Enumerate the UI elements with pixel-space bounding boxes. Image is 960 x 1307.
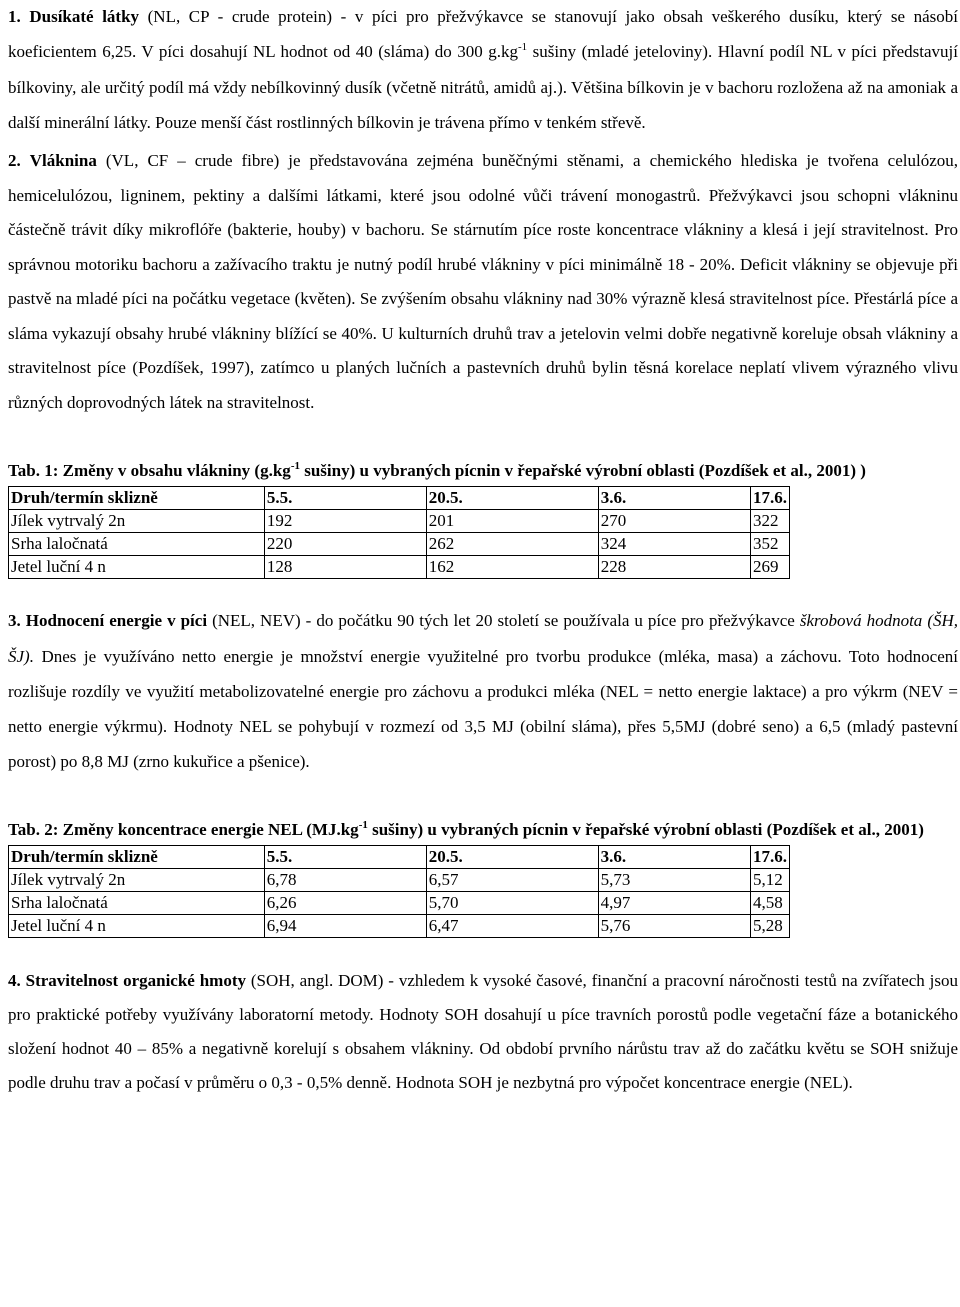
table-1-cell: 228	[598, 556, 750, 579]
table-1-row	[9, 510, 790, 533]
section-3-paragraph	[8, 603, 958, 779]
table-1-cell: Jílek vytrvalý 2n	[9, 510, 265, 533]
table-1-cell: 192	[264, 510, 426, 533]
section-4-text: (SOH, angl. DOM) - vzhledem k vysoké časové, finanční a pracovní náročnosti testů na zvířatech jsou pro praktické potřeby využívány laboratorní metody. Hodnoty SOH dosahují u píce travních porostů podle vegetační fáze a botanického složení hodnot 40 – 85% a negativně korelují s obsahem vlákniny. Od období prvního nárůstu trav až do začátku květu se SOH snižuje podle druhu trav a počasí v průměru o 0,3 - 0,5% denně. Hodnota SOH je nezbytná pro výpočet koncentrace energie (NEL).	[8, 971, 959, 1092]
table-1-cell: Srha laločnatá	[9, 533, 265, 556]
document-page	[8, 0, 958, 1100]
table-2-cell: 5,70	[426, 892, 598, 915]
table-1-cell: 322	[751, 510, 790, 533]
section-3-term: Hodnocení energie v píci	[25, 611, 208, 631]
table-2-cell: 5,76	[598, 915, 750, 938]
table-1-caption-b: sušiny) u vybraných pícnin v řepařské výrobní oblasti (Pozdíšek et al., 2001) )	[299, 461, 866, 481]
table-2-cell: 5,73	[598, 869, 750, 892]
table-1-caption-a: Tab. 1: Změny v obsahu vlákniny (g.kg	[8, 461, 291, 481]
section-3-number: 3.	[8, 611, 21, 631]
table-1-cell: 269	[751, 556, 790, 579]
table-1-header-cell: 5.5.	[264, 487, 426, 510]
section-4-term: Stravitelnost organické hmoty	[25, 971, 246, 991]
table-2-cell: 4,58	[751, 892, 790, 915]
table-1-cell: Jetel luční 4 n	[9, 556, 265, 579]
table-2-row	[9, 915, 790, 938]
table-1-header-row	[9, 487, 790, 510]
table-2-caption	[8, 819, 958, 843]
table-2-row	[9, 892, 790, 915]
table-1-caption	[8, 460, 958, 484]
table-1-header-cell: 20.5.	[426, 487, 598, 510]
section-2-text: (VL, CF – crude fibre) je představována zejména buněčnými stěnami, a chemického hlediska je tvořena celulózou, hemicelulózou, ligninem, pektiny a dalšími látkami, které jsou odolné vůči trávení monogastrů. Přežvýkavci jsou schopni vlákninu částečně trávit díky mikroflóře (bakterie, houby) v bachoru. Se stárnutím píce roste koncentrace vlákniny a klesá i její stravitelnost. Pro správnou motoriku bachoru a zažívacího traktu je nutný podíl hrubé vlákniny v píci minimálně 18 - 20%. Deficit vlákniny se objevuje při pastvě na mladé píci na počátku vegetace (květen). Se zvýšením obsahu vlákniny nad 30% výrazně klesá stravitelnost píce. Přestárlá píce a sláma vykazují obsahy hrubé vlákniny blížící se 40%. U kulturních druhů trav a jetelovin velmi dobře negativně koreluje obsah vlákniny a stravitelnost píce (Pozdíšek, 1997), zatímco u planých lučních a pastevních druhů bylin těsná korelace neplatí vlivem výrazného vlivu různých doprovodných látek na stravitelnost.	[8, 151, 959, 412]
section-1-number: 1.	[8, 7, 21, 26]
table-2	[8, 845, 790, 938]
table-1-cell: 201	[426, 510, 598, 533]
section-4-paragraph	[8, 964, 958, 1099]
table-1-header-cell: 17.6.	[751, 487, 790, 510]
section-2-paragraph	[8, 144, 958, 420]
section-3-text-b: Dnes je využíváno netto energie je množství energie využitelné pro tvorbu produkce (mléka, masa) a záchovu. Toto hodnocení rozlišuje rozdíly ve využití metabolizovatelné energie pro záchovu a produkci mléka (NEL = netto energie laktace) a pro výkrm (NEV = netto energie výkrmu). Hodnoty NEL se pohybují v rozmezí od 3,5 MJ (obilní sláma), přes 5,5MJ (dobré seno) a 6,5 (mladý pastevní porost) po 8,8 MJ (zrno kukuřice a pšenice).	[8, 646, 958, 772]
table-2-cell: 6,26	[264, 892, 426, 915]
table-1-cell: 128	[264, 556, 426, 579]
table-2-header-cell: Druh/termín sklizně	[9, 846, 265, 869]
table-1-cell: 324	[598, 533, 750, 556]
table-2-header-cell: 5.5.	[264, 846, 426, 869]
table-1-cell: 220	[264, 533, 426, 556]
table-1-cell: 352	[751, 533, 790, 556]
table-2-cell: 5,28	[751, 915, 790, 938]
section-1-text-a: (NL, CP - crude protein) - v píci pro přežvýkavce se stanovují jako obsah veškerého dusíku, který se násobí koeficientem 6,25. V píci dosahují NL hodnot od 40 (sláma) do 300 g.kg	[8, 7, 959, 61]
table-2-row	[9, 869, 790, 892]
table-2-cell: 6,57	[426, 869, 598, 892]
section-3-italic: škrobová hodnota (ŠH, ŠJ).	[8, 611, 959, 666]
table-1-header-cell: 3.6.	[598, 487, 750, 510]
section-1-term: Dusíkaté látky	[29, 7, 140, 26]
table-2-header-cell: 3.6.	[598, 846, 750, 869]
table-1-row	[9, 533, 790, 556]
table-1-cell: 262	[426, 533, 598, 556]
table-2-cell: 6,47	[426, 915, 598, 938]
section-3-text-a: (NEL, NEV) - do počátku 90 tých let 20 století se používala u píce pro přežvýkavce	[207, 611, 800, 631]
table-2-caption-superscript: -1	[358, 819, 368, 832]
table-2-cell: 4,97	[598, 892, 750, 915]
table-2-cell: 6,94	[264, 915, 426, 938]
table-2-cell: Jílek vytrvalý 2n	[9, 869, 265, 892]
table-1-caption-superscript: -1	[290, 460, 300, 473]
table-2-header-row	[9, 846, 790, 869]
table-2-caption-a: Tab. 2: Změny koncentrace energie NEL (MJ.kg	[8, 820, 359, 840]
table-1	[8, 486, 790, 579]
table-2-caption-b: sušiny) u vybraných pícnin v řepařské výrobní oblasti (Pozdíšek et al., 2001)	[367, 820, 924, 840]
table-2-header-cell: 20.5.	[426, 846, 598, 869]
table-2-cell: 5,12	[751, 869, 790, 892]
table-2-cell: 6,78	[264, 869, 426, 892]
table-2-header-cell: 17.6.	[751, 846, 790, 869]
table-1-cell: 162	[426, 556, 598, 579]
section-1-superscript: -1	[517, 40, 528, 53]
table-2-cell: Srha laločnatá	[9, 892, 265, 915]
table-1-header-cell: Druh/termín sklizně	[9, 487, 265, 510]
table-2-cell: Jetel luční 4 n	[9, 915, 265, 938]
table-1-row	[9, 556, 790, 579]
section-4-number: 4.	[8, 971, 21, 991]
section-2-number: 2.	[8, 151, 21, 171]
section-2-term: Vláknina	[29, 151, 97, 171]
section-1-paragraph	[8, 0, 958, 140]
section-1-text-b: sušiny (mladé jeteloviny). Hlavní podíl NL v píci představují bílkoviny, ale určitý podíl má vždy nebílkovinný dusík (včetně nitrátů, amidů aj.). Většina bílkovin je v bachoru rozložena až na amoniak a další minerální látky. Pouze menší část rostlinných bílkovin je trávena přímo v tenkém střevě.	[8, 41, 958, 132]
table-1-cell: 270	[598, 510, 750, 533]
